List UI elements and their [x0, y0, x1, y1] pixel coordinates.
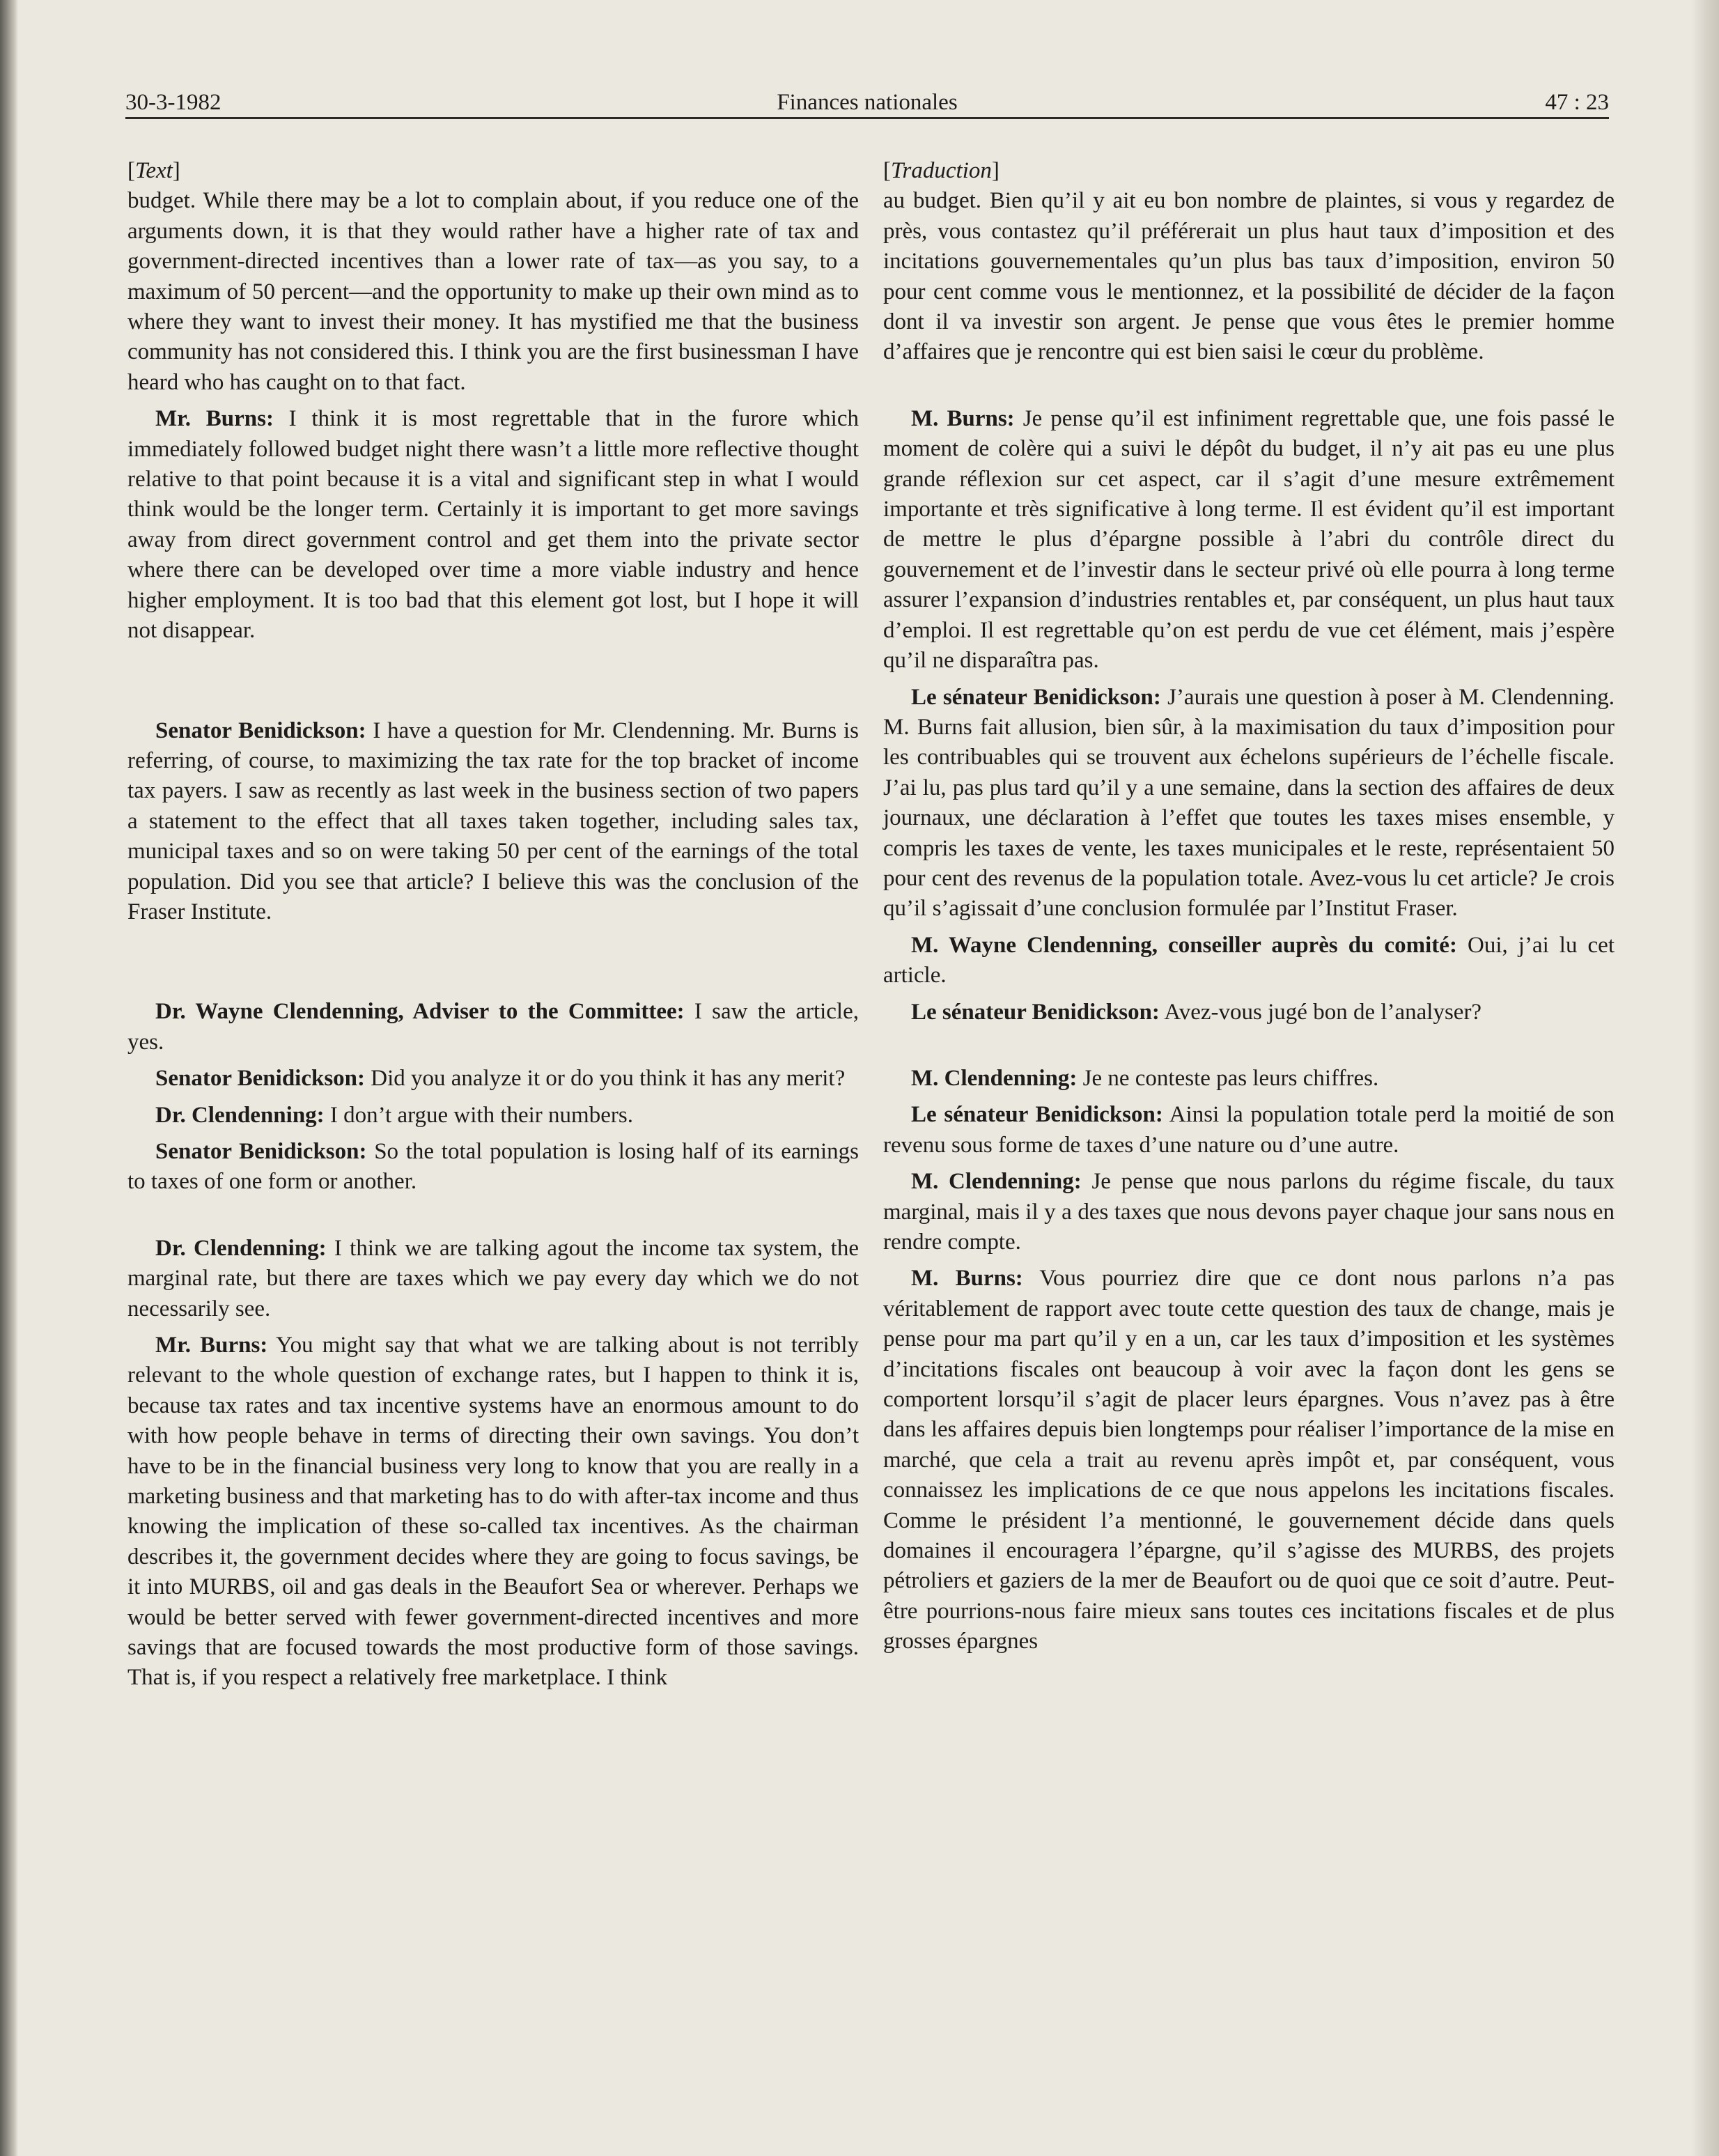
paragraph: Senator Benidickson: So the total population is losing half of its earnings to taxes of one form or another.	[127, 1138, 859, 1195]
paragraph: au budget. Bien qu’il y ait eu bon nombre de plaintes, si vous y regardez de près, vous contastez qu’il préférerait un plus haut taux d’imposition et des incitations gouvernementales qu’un plus bas taux d’imposition, environ 50 pour cent comme vous le mentionnez, et la possibilité de décider de la façon dont il va investir son argent. Je pense que vous êtes le premier homme d’affaires que je rencontre qui est bien saisi le cœur du problème.	[883, 188, 1615, 365]
paragraph: Senator Benidickson: Did you analyze it or do you think it has any merit?	[155, 1066, 846, 1092]
paragraph: M. Burns: Vous pourriez dire que ce dont nous parlons n’a pas véritablement de rapport avec toute cette question des taux de change, mais je pense pour ma part qu’il y en a un, car les taux d’imposition et les systèmes d’incitations fiscales ont beaucoup à voir avec la façon dont les gens se comportent lorsqu’il s’agit de placer leurs épargnes. Vous n’avez pas à être dans les affaires depuis bien longtemps pour réaliser l’importance de la mise en marché, que cela a trait au revenu après impôt et, par conséquent, vous connaissez les implications de ce que nous appelons les incitations fiscales. Comme le président l’a mentionné, le gouvernement décide dans quels domaines il encouragera l’épargne, qu’il s’agisse des MURBS, des projets pétroliers et gaziers de la mer de Beaufort ou de quoi que ce soit d’autre. Peut-être pourrions-nous faire mieux sans toutes ces incitations fiscales et de plus grosses épargnes	[883, 1266, 1615, 1654]
paragraph: Senator Benidickson: I have a question for Mr. Clendenning. Mr. Burns is referring, of course, to maximizing the tax rate for the top bracket of income tax payers. I saw as recently as last week in the business section of two papers a statement to the effect that all taxes taken together, including sales tax, municipal taxes and so on were taking 50 per cent of the earnings of the total population. Did you see that article? I believe this was the conclusion of the Fraser Institute.	[127, 718, 859, 924]
running-header	[125, 77, 1609, 118]
paragraph: Dr. Clendenning: I don’t argue with their numbers.	[155, 1102, 633, 1128]
paragraph: Le sénateur Benidickson: Ainsi la population totale perd la moitié de son revenu sous forme de taxes d’une nature ou d’une autre.	[883, 1102, 1615, 1158]
english-column	[127, 156, 859, 1693]
paragraph: Le sénateur Benidickson: Avez-vous jugé bon de l’analyser?	[911, 999, 1482, 1025]
header-title: Finances nationales	[777, 90, 958, 115]
speaker-name: Dr. Clendenning:	[155, 1102, 325, 1128]
speaker-name: M. Burns:	[911, 1266, 1023, 1292]
speaker-name: Senator Benidickson:	[155, 718, 366, 743]
paragraph: M. Wayne Clendenning, conseiller auprès du comité: Oui, j’ai lu cet article.	[883, 932, 1615, 988]
paragraph: M. Burns: Je pense qu’il est infiniment regrettable que, une fois passé le moment de colère qui a suivi le dépôt du budget, il n’y ait pas eu une plus grande réflexion sur cet aspect, car il s’agit d’une mesure extrêmement importante et très significative à long terme. Il est évident qu’il est important de mettre le plus d’épargne possible à l’abri du contrôle direct du gouvernement et de l’investir dans le secteur privé où elle pourra à long terme assurer l’expansion d’industries rentables et, par conséquent, un plus haut taux d’emploi. Il est regrettable qu’on est perdu de vue cet élément, mais j’espère qu’il ne disparaîtra pas.	[883, 405, 1615, 674]
speaker-name: Dr. Wayne Clendenning, Adviser to the Committee:	[155, 999, 685, 1025]
header-date: 30-3-1982	[125, 90, 221, 115]
speaker-name: M. Clendenning:	[911, 1065, 1078, 1091]
speaker-name: Senator Benidickson:	[155, 1066, 366, 1092]
speaker-name: M. Wayne Clendenning, conseiller auprès du comité:	[911, 932, 1457, 958]
paragraph: budget. While there may be a lot to complain about, if you reduce one of the arguments down, it is that they would rather have a higher rate of tax and government-directed incentives than a lower rate of tax—as you say, to a maximum of 50 percent—and the opportunity to make up their own mind as to where they want to invest their money. It has mystified me that the business community has not considered this. I think you are the first businessman I have heard who has caught on to that fact.	[127, 188, 859, 395]
paragraph: M. Clendenning: Je pense que nous parlons du régime fiscale, du taux marginal, mais il y a des taxes que nous devons payer chaque jour sans nous en rendre compte.	[883, 1169, 1615, 1255]
paragraph: Le sénateur Benidickson: J’aurais une question à poser à M. Clendenning. M. Burns fait allusion, bien sûr, à la maximisation du taux d’imposition pour les contribuables qui se trouvent aux échelons supérieurs de l’échelle fiscale. J’ai lu, pas plus tard qu’il y a une semaine, dans la section des affaires de deux journaux, une déclaration à l’effet que toutes les taxes mises ensemble, y compris les taxes de vente, les taxes municipales et le reste, représentaient 50 pour cent des revenus de la population totale. Avez-vous lu cet article? Je crois qu’il s’agissait d’une conclusion formulée par l’Institut Fraser.	[883, 684, 1615, 922]
speaker-name: Senator Benidickson:	[155, 1138, 367, 1164]
speaker-name: Le sénateur Benidickson:	[911, 999, 1160, 1025]
page-number: 47 : 23	[1545, 90, 1609, 115]
french-column	[883, 156, 1615, 1657]
paragraph: Dr. Wayne Clendenning, Adviser to the Committee: I saw the article, yes.	[127, 999, 859, 1055]
paragraph: Dr. Clendenning: I think we are talking agout the income tax system, the marginal rate, but there are taxes which we pay every day which we do not necessarily see.	[127, 1235, 859, 1321]
speaker-name: Mr. Burns:	[155, 1333, 268, 1358]
paragraph: Mr. Burns: I think it is most regrettable that in the furore which immediately followed budget night there wasn’t a little more reflective thought relative to that point because it is a vital and significant step in what I would think would be the longer term. Certainly it is important to get more savings away from direct government control and get them into the private sector where there can be developed over time a more viable industry and hence higher employment. It is too bad that this element got lost, but I hope it will not disappear.	[127, 406, 859, 644]
paragraph: Mr. Burns: You might say that what we are talking about is not terribly relevant to the whole question of exchange rates, but I happen to think it is, because tax rates and tax incentive systems have an enormous amount to do with how people behave in terms of directing their own savings. You don’t have to be in the financial business very long to know that you are really in a marketing business and that marketing has to do with after-tax income and thus knowing the implication of these so-called tax incentives. As the chairman describes it, the government decides where they are going to focus savings, be it into MURBS, oil and gas deals in the Beaufort Sea or wherever. Perhaps we would be better served with fewer government-directed incentives and more savings that are focused towards the most productive form of those savings. That is, if you respect a relatively free marketplace. I think	[127, 1333, 859, 1691]
speaker-name: Le sénateur Benidickson:	[911, 1102, 1163, 1128]
header-rule	[125, 117, 1609, 119]
speaker-name: M. Burns:	[911, 405, 1015, 431]
speaker-name: Mr. Burns:	[155, 406, 274, 432]
binding-shadow	[0, 0, 18, 2156]
speaker-name: Le sénateur Benidickson:	[911, 684, 1161, 710]
speaker-name: Dr. Clendenning:	[155, 1235, 327, 1261]
speaker-name: M. Clendenning:	[911, 1169, 1082, 1195]
page-edge-shadow	[1691, 0, 1719, 2156]
paragraph: M. Clendenning: Je ne conteste pas leurs chiffres.	[911, 1065, 1379, 1091]
language-tag: [Traduction]	[883, 158, 999, 183]
language-tag: [Text]	[127, 158, 180, 183]
